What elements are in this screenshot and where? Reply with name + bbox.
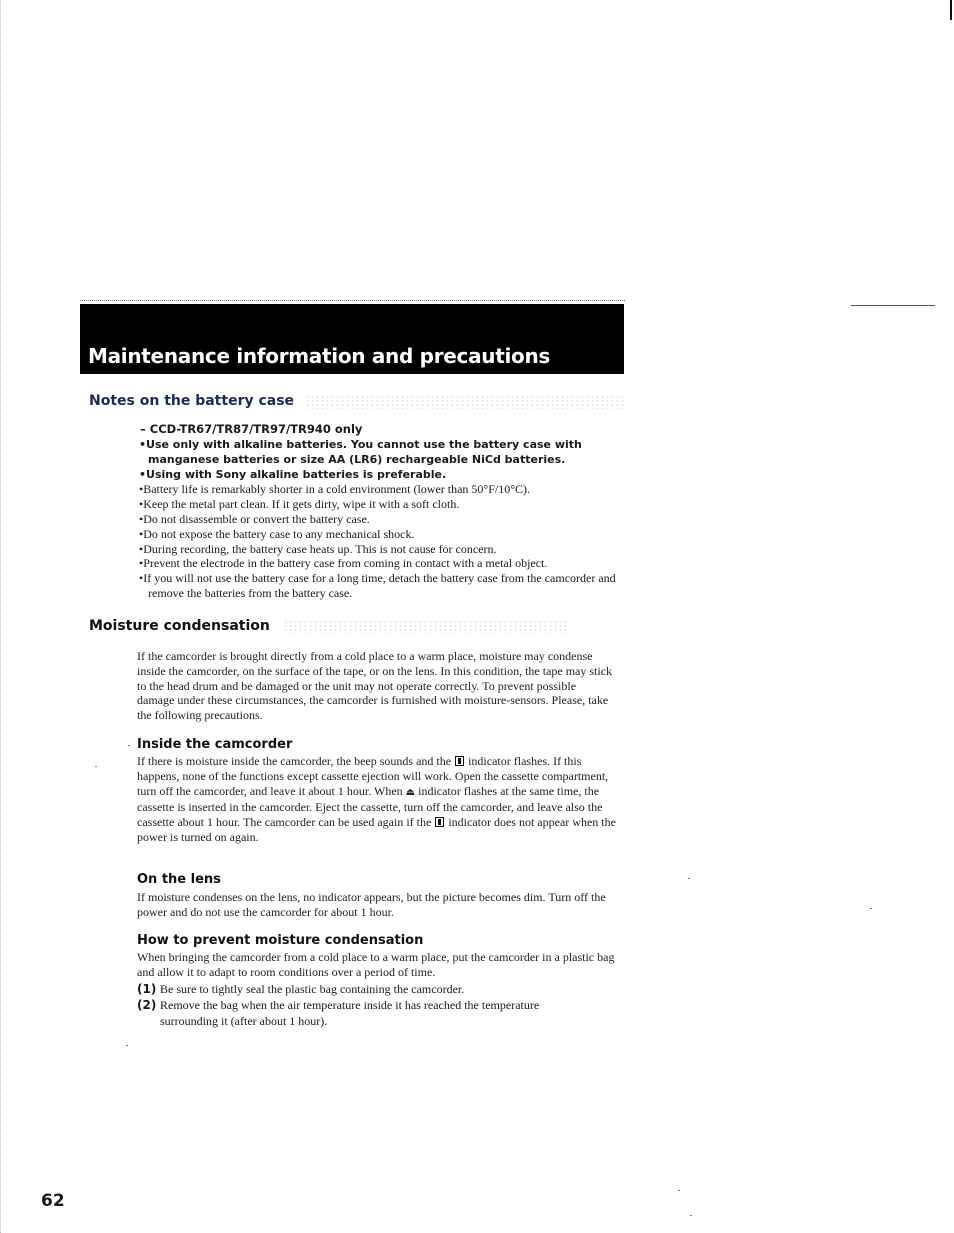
scan-edge: [0, 0, 2, 1233]
inside-text: [137, 754, 625, 845]
scan-dot: [688, 878, 690, 879]
side-rule: [851, 305, 935, 306]
inside-text-1: If there is moisture inside the camcorder, the beep sounds and the: [137, 754, 452, 768]
step-number: (1): [137, 982, 157, 996]
list-item: • Battery life is remarkably shorter in a cold environment (lower than 50°F/10°C).: [139, 482, 619, 497]
list-item: • If you will not use the battery case for a long time, detach the battery case from the camcorder and remove the batteries from the battery case.: [139, 571, 619, 601]
moisture-intro: If the camcorder is brought directly from a cold place to a warm place, moisture may condense inside the camcorder, on the surface of the tape, or on the lens. In this condition, the tape may stick to the head drum and be damaged or the unit may not operate correctly. To prevent possible damage under these circumstances, the camcorder is furnished with moisture-sensors. Please, take the following precautions.: [137, 649, 613, 723]
list-item: • Do not expose the battery case to any mechanical shock.: [139, 527, 619, 542]
list-item: • Do not disassemble or convert the battery case.: [139, 512, 619, 527]
step-text: Be sure to tightly seal the plastic bag containing the camcorder.: [160, 982, 465, 996]
moisture-indicator-icon: [455, 756, 464, 766]
battery-list: [139, 438, 619, 601]
moisture-indicator-icon: [435, 817, 444, 827]
list-item: • During recording, the battery case heats up. This is not cause for concern.: [139, 542, 619, 557]
scan-dot: [126, 1045, 128, 1046]
list-item: • Using with Sony alkaline batteries is preferable.: [139, 468, 619, 483]
scan-dot: [690, 1215, 692, 1216]
list-item: [137, 981, 597, 997]
scan-speckle: [305, 395, 625, 409]
scan-dot: [128, 745, 130, 746]
lens-text: If moisture condenses on the lens, no indicator appears, but the picture becomes dim. Turn off the power and do not use the camcorder for about 1 hour.: [137, 890, 606, 919]
step-text: Remove the bag when the air temperature inside it has reached the temperature surrounding it (after about 1 hour).: [160, 998, 540, 1028]
inside-text-2: indicator flashes. If this happens, none of the functions except cassette ejection will work. Open the cassette compartment, turn off the camcorder, and leave it about 1 hour. When: [137, 754, 609, 798]
list-item: • Keep the metal part clean. If it gets dirty, wipe it with a soft cloth.: [139, 497, 619, 512]
scan-dot: [95, 766, 97, 767]
steps-list: [137, 981, 597, 1029]
page-title: Maintenance information and precautions: [88, 344, 551, 368]
inside-text-4: indicator does not appear when the power is turned on again.: [137, 815, 616, 844]
prevent-text: When bringing the camcorder from a cold place to a warm place, put the camcorder in a plastic bag and allow it to adapt to room conditions over a period of time.: [137, 950, 615, 979]
list-item: • Use only with alkaline batteries. You cannot use the battery case with manganese batteries or size AA (LR6) rechargeable NiCd batteries.: [139, 438, 619, 468]
prevent-heading: How to prevent moisture condensation: [137, 933, 424, 948]
moisture-heading: Moisture condensation: [89, 618, 270, 634]
scan-dot: [870, 908, 872, 909]
inside-heading: Inside the camcorder: [137, 737, 293, 752]
model-note: – CCD-TR67/TR87/TR97/TR940 only: [140, 422, 363, 436]
scan-mark: [950, 0, 952, 20]
list-item: • Prevent the electrode in the battery case from coming in contact with a metal object.: [139, 556, 619, 571]
dotted-rule: [80, 300, 625, 301]
battery-heading: Notes on the battery case: [89, 393, 295, 409]
page-number: 62: [41, 1191, 65, 1211]
eject-icon: ⏏: [405, 786, 416, 798]
list-item: [137, 997, 597, 1029]
step-number: (2): [137, 998, 157, 1012]
lens-heading: On the lens: [137, 872, 221, 887]
scan-dot: [678, 1190, 680, 1191]
scan-speckle: [283, 620, 568, 634]
title-banner: [80, 304, 624, 374]
inside-text-3: indicator flashes at the same time, the cassette is inserted in the camcorder. Eject the cassette, turn off the camcorder, and leave also the cassette about 1 hour. The camcorder can be used again if the: [137, 783, 603, 830]
